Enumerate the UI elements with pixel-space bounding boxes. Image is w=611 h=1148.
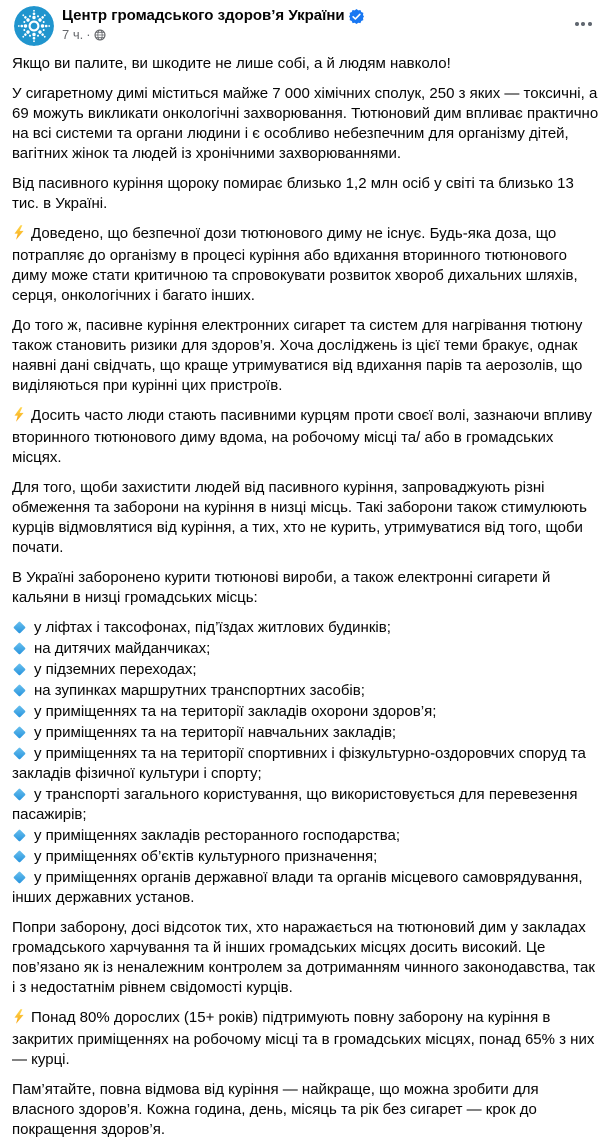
list-item-text: у приміщеннях закладів ресторанного господарства; xyxy=(34,827,401,844)
banned-places-list xyxy=(12,618,599,908)
paragraph-text: Від пасивного куріння щороку помирає близько 1,2 млн осіб у світі та близько 13 тис. в Україні. xyxy=(12,175,574,212)
post-paragraph xyxy=(12,84,599,164)
blue-diamond-icon xyxy=(13,788,26,801)
paragraph-text: Доведено, що безпечної дози тютюнового диму не існує. Будь-яка доза, що потрапляє до організму в процесі куріння або вдихання вторинного тютюнового диму може стати критичною та спровокувати розвиток хвороб дихальних шляхів, серця, онкологічних і багато інших. xyxy=(12,225,578,304)
list-item-text: на зупинках маршрутних транспортних засобів; xyxy=(34,682,365,699)
globe-icon xyxy=(94,29,106,41)
list-item-text: у транспорті загального користування, що використовується для перевезення пасажирів; xyxy=(12,786,578,823)
page-name[interactable]: Центр громадського здоров’я України xyxy=(62,7,345,24)
post-paragraph xyxy=(12,316,599,396)
paragraph-text: Пам’ятайте, повна відмова від куріння — найкраще, що можна зробити для власного здоров’я. Кожна година, день, місяць та рік без сигарет — крок до покращення здоров’я. xyxy=(12,1081,539,1138)
list-item-text: у приміщеннях об’єктів культурного призначення; xyxy=(34,848,378,865)
paragraph-text: До того ж, пасивне куріння електронних сигарет та систем для нагрівання тютюну також становить ризики для здоров’я. Хоча досліджень із цієї теми бракує, однак наявні дані свідчать, що краще утримуватися від вдихання парів та аерозолів, що виділяються при курінні цих пристроїв. xyxy=(12,317,583,394)
paragraph-text: Якщо ви палите, ви шкодите не лише собі, а й людям навколо! xyxy=(12,55,451,72)
list-item-text: у підземних переходах; xyxy=(34,661,197,678)
list-item xyxy=(12,868,599,908)
lightning-icon xyxy=(12,407,26,428)
paragraph-text: Попри заборону, досі відсоток тих, хто наражається на тютюновий дим у закладах громадського харчування та й інших громадських місцях досить високий. Це пов’язано як із неналежним контролем за дотриманням чинного законодавства, так і з недостатнім рівнем свідомості курців. xyxy=(12,919,595,996)
list-item xyxy=(12,618,599,638)
post-paragraph xyxy=(12,1080,599,1140)
post-paragraph xyxy=(12,478,599,558)
post-paragraph xyxy=(12,174,599,214)
blue-diamond-icon xyxy=(13,871,26,884)
post-body xyxy=(0,52,611,1140)
blue-diamond-icon xyxy=(13,726,26,739)
paragraph-text: В Україні заборонено курити тютюнові вироби, а також електронні сигарети й кальяни в низці громадських місць: xyxy=(12,569,551,606)
verified-badge-icon xyxy=(349,9,364,24)
post-paragraph xyxy=(12,54,599,74)
list-item xyxy=(12,639,599,659)
list-item xyxy=(12,681,599,701)
blue-diamond-icon xyxy=(13,621,26,634)
list-item-text: у ліфтах і таксофонах, під’їздах житлових будинків; xyxy=(34,619,391,636)
list-item xyxy=(12,660,599,680)
blue-diamond-icon xyxy=(13,829,26,842)
post-paragraph xyxy=(12,568,599,608)
paragraph-text: У сигаретному димі міститься майже 7 000 хімічних сполук, 250 з яких — токсичні, а 69 можуть викликати онкологічні захворювання. Тютюновий дим впливає практично на всі системи та органи людини і є особливо небезпечним для організму дітей, вагітних жінок та людей із хронічними захворюваннями. xyxy=(12,85,599,162)
blue-diamond-icon xyxy=(13,705,26,718)
list-item-text: у приміщеннях органів державної влади та органів місцевого самоврядування, інших державних установ. xyxy=(12,869,583,906)
lightning-icon xyxy=(12,225,26,246)
post-header xyxy=(0,4,611,52)
paragraph-text: Понад 80% дорослих (15+ років) підтримують повну заборону на куріння в закритих приміщеннях на робочому місці та в громадських місцях, понад 65% з них — курці. xyxy=(12,1009,595,1068)
meta-separator: · xyxy=(86,27,91,42)
paragraph-text: Для того, щоби захистити людей від пасивного куріння, запроваджують різні обмеження та заборони на куріння в низці місць. Такі заборони також стимулюють курців відмовлятися від куріння, а тих, хто не курить, утримуватися від того, щоби почати. xyxy=(12,479,587,556)
paragraph-text: Досить часто люди стають пасивними курцям проти своєї волі, зазнаючи впливу вторинного тютюнового диму вдома, на робочому місці та/ або в громадських місцях. xyxy=(12,407,592,466)
list-item xyxy=(12,744,599,784)
list-item xyxy=(12,723,599,743)
list-item xyxy=(12,826,599,846)
list-item-text: у приміщеннях та на території спортивних і фізкультурно-оздоровчих споруд та закладів фізичної культури і спорту; xyxy=(12,745,586,782)
list-item xyxy=(12,702,599,722)
list-item-text: на дитячих майданчиках; xyxy=(34,640,211,657)
post-paragraph xyxy=(12,406,599,468)
header-text xyxy=(62,6,364,43)
blue-diamond-icon xyxy=(13,663,26,676)
blue-diamond-icon xyxy=(13,684,26,697)
timestamp[interactable]: 7 ч. xyxy=(62,27,84,42)
blue-diamond-icon xyxy=(13,747,26,760)
lightning-icon xyxy=(12,1009,26,1030)
list-item-text: у приміщеннях та на території закладів охорони здоров’я; xyxy=(34,703,437,720)
post-paragraph xyxy=(12,918,599,998)
post-paragraph xyxy=(12,1008,599,1070)
list-item xyxy=(12,785,599,825)
list-item xyxy=(12,847,599,867)
post-options-button[interactable] xyxy=(567,8,599,40)
ellipsis-menu-icon xyxy=(575,22,592,26)
post-paragraph xyxy=(12,224,599,306)
blue-diamond-icon xyxy=(13,642,26,655)
list-item-text: у приміщеннях та на території навчальних закладів; xyxy=(34,724,397,741)
page-avatar[interactable] xyxy=(14,6,54,46)
phc-logo-icon xyxy=(14,6,54,46)
